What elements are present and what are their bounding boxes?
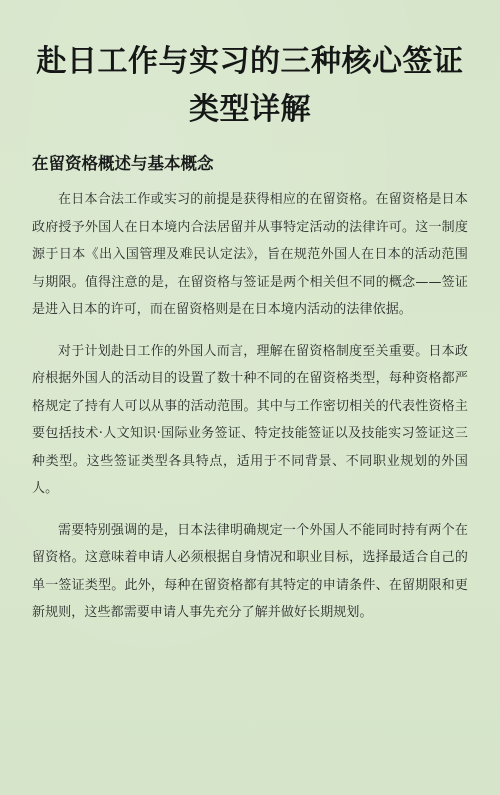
paragraph-3: 需要特别强调的是，日本法律明确规定一个外国人不能同时持有两个在留资格。这意味着申请人必须根据自身情况和职业目标，选择最适合自己的单一签证类型。此外，每种在留资格都有其特定的申请条件、在留期限和更新规则，这些都需要申请人事先充分了解并做好长期规划。: [32, 522, 468, 620]
section-heading: 在留资格概述与基本概念: [32, 154, 214, 173]
page-title: 赴日工作与实习的三种核心签证类型详解: [36, 44, 464, 127]
paragraph-1: 在日本合法工作或实习的前提是获得相应的在留资格。在留资格是日本政府授予外国人在日本境内合法居留并从事特定活动的法律许可。这一制度源于日本《出入国管理及难民认定法》，旨在规范外国人在日本的活动范围与期限。值得注意的是，在留资格与签证是两个相关但不同的概念——签证是进入日本的许可，而在留资格则是在日本境内活动的法律依据。: [32, 192, 468, 317]
paragraph-2: 对于计划赴日工作的外国人而言，理解在留资格制度至关重要。日本政府根据外国人的活动目的设置了数十种不同的在留资格类型，每种资格都严格规定了持有人可以从事的活动范围。其中与工作密切相关的代表性资格主要包括技术·人文知识·国际业务签证、特定技能签证以及技能实习签证这三种类型。这些签证类型各具特点，适用于不同背景、不同职业规划的外国人。: [32, 343, 468, 496]
